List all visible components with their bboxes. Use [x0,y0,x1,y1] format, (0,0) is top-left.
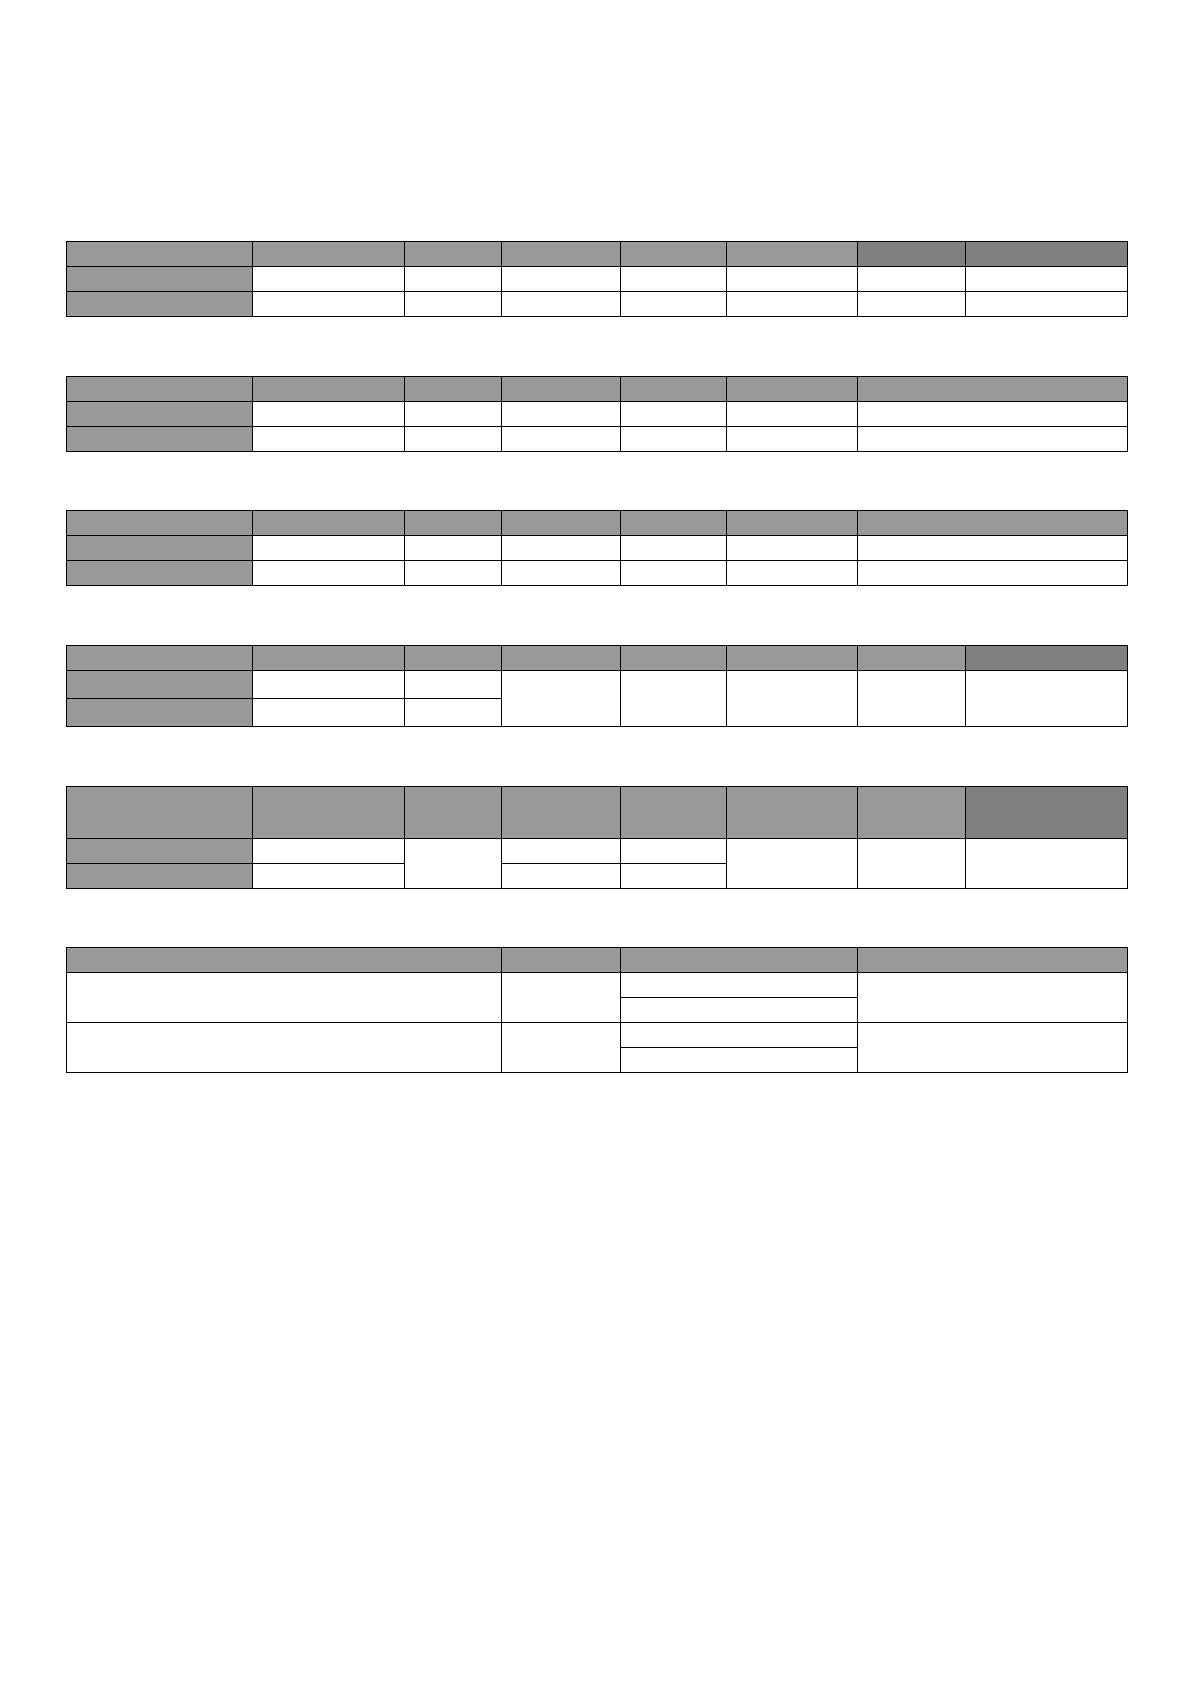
table-cell [253,671,405,699]
header-cell [621,242,727,267]
header-cell [253,646,405,671]
merged-cell [502,1023,621,1073]
merged-cell [67,973,502,1023]
table-cell [621,536,727,561]
table-cell [858,427,1128,452]
merged-cell [858,973,1128,1023]
table-cell [727,292,858,317]
table-cell [727,267,858,292]
header-cell [253,377,405,402]
header-cell [502,948,621,973]
table-cell [253,561,405,586]
table-6 [66,947,1128,1073]
table-cell [253,292,405,317]
table-cell [621,561,727,586]
header-cell [67,646,253,671]
table-cell [405,267,502,292]
table-cell [405,671,502,699]
table-cell [405,292,502,317]
table-header-row [67,377,1128,402]
header-cell [727,787,858,839]
row-label-cell [67,402,253,427]
table-cell [502,402,621,427]
row-label-cell [67,864,253,889]
table-2 [66,376,1128,452]
row-label-cell [67,292,253,317]
table-cell [502,864,621,889]
header-cell [502,377,621,402]
row-label-cell [67,267,253,292]
header-cell [405,511,502,536]
table-row [67,839,1128,864]
row-label-cell [67,427,253,452]
table-cell [621,864,727,889]
table-row [67,402,1128,427]
table-cell [727,536,858,561]
table-cell [253,699,405,727]
table-3 [66,510,1128,586]
merged-cell [858,839,966,889]
table-header-row [67,511,1128,536]
table-cell [253,267,405,292]
header-cell [67,242,253,267]
merged-cell [502,671,621,727]
row-label-cell [67,839,253,864]
header-cell [405,377,502,402]
table-cell [502,839,621,864]
table-row [67,267,1128,292]
table-cell [405,536,502,561]
row-label-cell [67,671,253,699]
table-header-row [67,948,1128,973]
table-header-row [67,646,1128,671]
header-cell [858,242,966,267]
table-header-row [67,242,1128,267]
table-cell [253,864,405,889]
table-row [67,427,1128,452]
table-cell [405,427,502,452]
header-cell [502,242,621,267]
header-cell [727,646,858,671]
table-cell [405,402,502,427]
row-label-cell [67,536,253,561]
table-cell [621,292,727,317]
table-cell [621,1048,858,1073]
table-cell [621,973,858,998]
table-cell [858,267,966,292]
header-cell [727,242,858,267]
table-cell [253,536,405,561]
table-cell [621,1023,858,1048]
row-label-cell [67,699,253,727]
table-cell [858,536,1128,561]
table-cell [253,839,405,864]
header-cell [621,511,727,536]
table-row [67,561,1128,586]
merged-cell [858,1023,1128,1073]
table-5 [66,786,1128,889]
table-cell [621,998,858,1023]
table-cell [727,561,858,586]
header-cell [502,511,621,536]
header-cell [858,511,1128,536]
table-row [67,1023,1128,1048]
table-cell [502,267,621,292]
table-cell [502,292,621,317]
header-cell [67,948,502,973]
header-cell [966,242,1128,267]
header-cell [858,377,1128,402]
header-cell [621,787,727,839]
merged-cell [966,671,1128,727]
merged-cell [966,839,1128,889]
table-cell [502,427,621,452]
table-cell [405,699,502,727]
header-cell [253,787,405,839]
table-4 [66,645,1128,727]
merged-cell [405,839,502,889]
header-cell [405,787,502,839]
table-cell [621,267,727,292]
header-cell [858,948,1128,973]
header-cell [966,787,1128,839]
header-cell [67,377,253,402]
header-cell [502,787,621,839]
merged-cell [67,1023,502,1073]
merged-cell [727,671,858,727]
table-cell [502,536,621,561]
table-cell [253,402,405,427]
table-row [67,292,1128,317]
table-header-row [67,787,1128,839]
header-cell [621,646,727,671]
header-cell [405,242,502,267]
header-cell [253,511,405,536]
table-cell [502,561,621,586]
header-cell [621,377,727,402]
header-cell [858,646,966,671]
header-cell [502,646,621,671]
header-cell [405,646,502,671]
table-cell [858,561,1128,586]
header-cell [858,787,966,839]
table-cell [966,267,1128,292]
table-row [67,973,1128,998]
header-cell [727,511,858,536]
header-cell [67,787,253,839]
header-cell [621,948,858,973]
merged-cell [727,839,858,889]
header-cell [253,242,405,267]
merged-cell [858,671,966,727]
table-row [67,671,1128,699]
table-row [67,536,1128,561]
header-cell [727,377,858,402]
table-cell [621,402,727,427]
table-cell [727,427,858,452]
merged-cell [621,671,727,727]
header-cell [67,511,253,536]
table-cell [253,427,405,452]
merged-cell [502,973,621,1023]
table-cell [858,292,966,317]
table-cell [405,561,502,586]
table-cell [621,839,727,864]
table-1 [66,241,1128,317]
header-cell [966,646,1128,671]
row-label-cell [67,561,253,586]
table-cell [621,427,727,452]
table-cell [966,292,1128,317]
table-cell [727,402,858,427]
table-cell [858,402,1128,427]
